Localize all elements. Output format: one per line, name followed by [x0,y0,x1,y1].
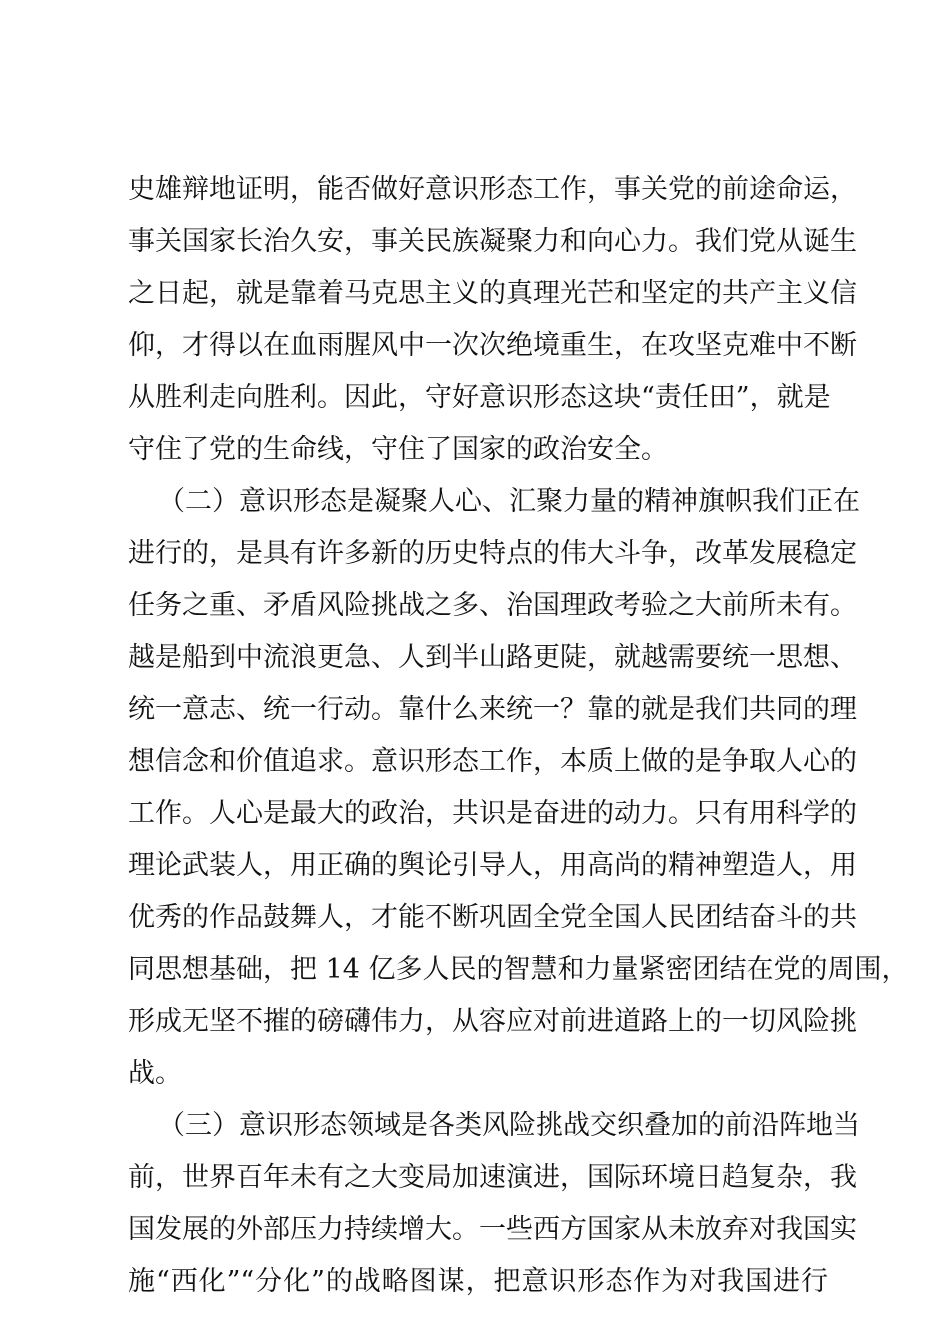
paragraph-3-line-2: 前，世界百年未有之大变局加速演进，国际环境日趋复杂，我 [128,1162,857,1193]
paragraph-2-line-12: 战。 [128,1058,182,1089]
paragraph-2-line-2: 进行的，是具有许多新的历史特点的伟大斗争，改革发展稳定 [128,538,857,569]
paragraph-2-line-5: 统一意志、统一行动。靠什么来统一？靠的就是我们共同的理 [128,694,857,725]
paragraph-1-line-1: 史雄辩地证明，能否做好意识形态工作，事关党的前途命运， [128,174,857,205]
paragraph-2-line-7: 工作。人心是最大的政治，共识是奋进的动力。只有用科学的 [128,798,857,829]
paragraph-3-line-1: （三）意识形态领域是各类风险挑战交织叠加的前沿阵地当 [158,1110,860,1141]
paragraph-2-line-9: 优秀的作品鼓舞人，才能不断巩固全党全国人民团结奋斗的共 [128,902,857,933]
paragraph-2-line-6: 想信念和价值追求。意识形态工作，本质上做的是争取人心的 [128,746,857,777]
paragraph-2-line-8: 理论武装人，用正确的舆论引导人，用高尚的精神塑造人，用 [128,850,857,881]
paragraph-1-line-6: 守住了党的生命线，守住了国家的政治安全。 [128,434,668,465]
paragraph-2-line-1: （二）意识形态是凝聚人心、汇聚力量的精神旗帜我们正在 [158,486,860,517]
paragraph-2-line-10: 同思想基础，把 14 亿多人民的智慧和力量紧密团结在党的周围， [128,954,909,985]
paragraph-1-line-2: 事关国家长治久安，事关民族凝聚力和向心力。我们党从诞生 [128,226,857,257]
paragraph-2-line-11: 形成无坚不摧的磅礴伟力，从容应对前进道路上的一切风险挑 [128,1006,857,1037]
paragraph-2-line-3: 任务之重、矛盾风险挑战之多、治国理政考验之大前所未有。 [128,590,857,621]
paragraph-3-line-3: 国发展的外部压力持续增大。一些西方国家从未放弃对我国实 [128,1214,857,1245]
paragraph-3-line-4: 施“西化”“分化”的战略图谋，把意识形态作为对我国进行 [128,1266,828,1297]
paragraph-1-line-4: 仰，才得以在血雨腥风中一次次绝境重生，在攻坚克难中不断 [128,330,857,361]
paragraph-1-line-3: 之日起，就是靠着马克思主义的真理光芒和坚定的共产主义信 [128,278,857,309]
paragraph-2-line-4: 越是船到中流浪更急、人到半山路更陡，就越需要统一思想、 [128,642,857,673]
paragraph-1-line-5: 从胜利走向胜利。因此，守好意识形态这块“责任田”，就是 [128,382,831,413]
